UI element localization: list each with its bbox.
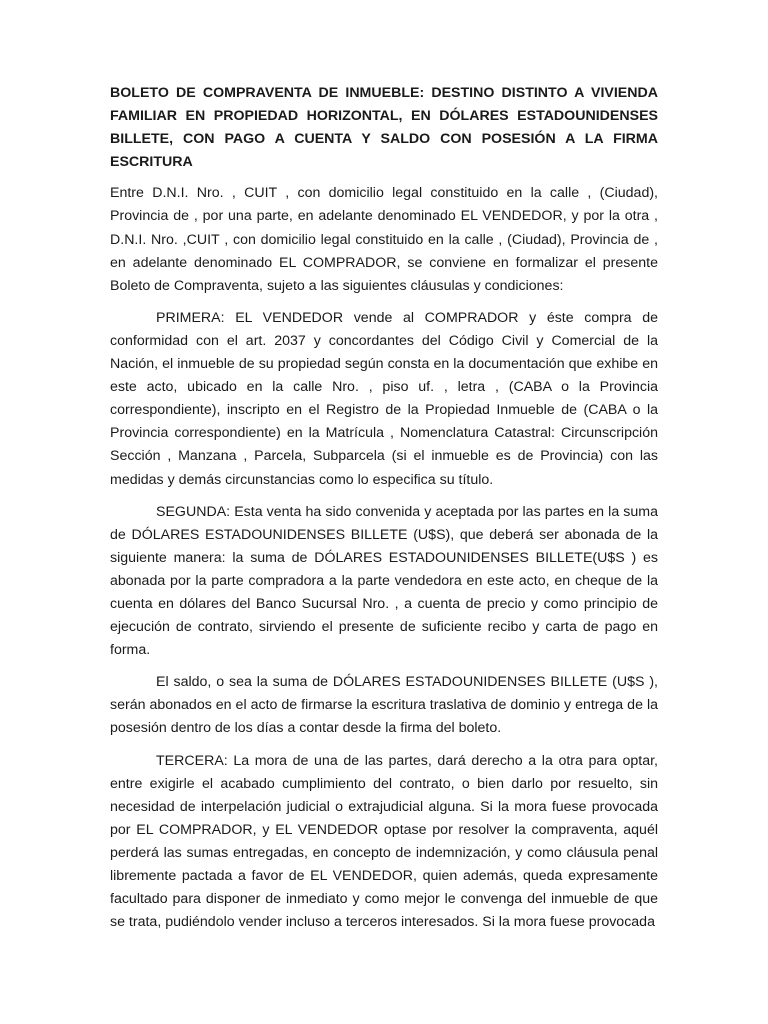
paragraph-parties: Entre D.N.I. Nro. , CUIT , con domicilio legal constituido en la calle , (Ciudad), Provincia de , por una parte, en adelante denominado EL VENDEDOR, y por la otra , D.N.I. Nro. ,CUIT , con domicilio legal constituido en la calle , (Ciudad), Provincia de , en adelante denominado EL COMPRADOR, se conviene en formalizar el presente Boleto de Compraventa, sujeto a las siguientes cláusulas y condiciones: bbox=[110, 185, 658, 294]
document-page bbox=[110, 82, 658, 943]
paragraph-tercera: TERCERA: La mora de una de las partes, dará derecho a la otra para optar, entre exigirle el acabado cumplimiento del contrato, o bien darlo por resuelto, sin necesidad de interpelación judicial o extrajudicial alguna. Si la mora fuese provocada por EL COMPRADOR, y EL VENDEDOR optase por resolver la compraventa, aquél perderá las sumas entregadas, en concepto de indemnización, y como cláusula penal libremente pactada a favor de EL VENDEDOR, quien además, queda expresamente facultado para disponer de inmediato y como mejor le convenga del inmueble de que se trata, pudiéndolo vender incluso a terceros interesados. Si la mora fuese provocada bbox=[110, 752, 658, 931]
paragraph-segunda: SEGUNDA: Esta venta ha sido convenida y aceptada por las partes en la suma de DÓLARES ESTADOUNIDENSES BILLETE (U$S), que deberá ser abonada de la siguiente manera: la suma de DÓLARES ESTADOUNIDENSES BILLETE(U$S ) es abonada por la parte compradora a la parte vendedora en este acto, en cheque de la cuenta en dólares del Banco Sucursal Nro. , a cuenta de precio y como principio de ejecución de contrato, sirviendo el presente de suficiente recibo y carta de pago en forma. bbox=[110, 503, 658, 659]
paragraph-primera: PRIMERA: EL VENDEDOR vende al COMPRADOR y éste compra de conformidad con el art. 2037 y concordantes del Código Civil y Comercial de la Nación, el inmueble de su propiedad según consta en la documentación que exhibe en este acto, ubicado en la calle Nro. , piso uf. , letra , (CABA o la Provincia correspondiente), inscripto en el Registro de la Propiedad Inmueble de (CABA o la Provincia correspondiente) en la Matrícula , Nomenclatura Catastral: Circunscripción Sección , Manzana , Parcela, Subparcela (si el inmueble es de Provincia) con las medidas y demás circunstancias como lo especifica su título. bbox=[110, 309, 658, 488]
paragraph-saldo: El saldo, o sea la suma de DÓLARES ESTADOUNIDENSES BILLETE (U$S ), serán abonados en el acto de firmarse la escritura traslativa de dominio y entrega de la posesión dentro de los días a contar desde la firma del boleto. bbox=[110, 674, 658, 737]
document-title: BOLETO DE COMPRAVENTA DE INMUEBLE: DESTINO DISTINTO A VIVIENDA FAMILIAR EN PROPIEDAD HORIZONTAL, EN DÓLARES ESTADOUNIDENSES BILLETE, CON PAGO A CUENTA Y SALDO CON POSESIÓN A LA FIRMA ESCRITURA bbox=[110, 85, 658, 171]
